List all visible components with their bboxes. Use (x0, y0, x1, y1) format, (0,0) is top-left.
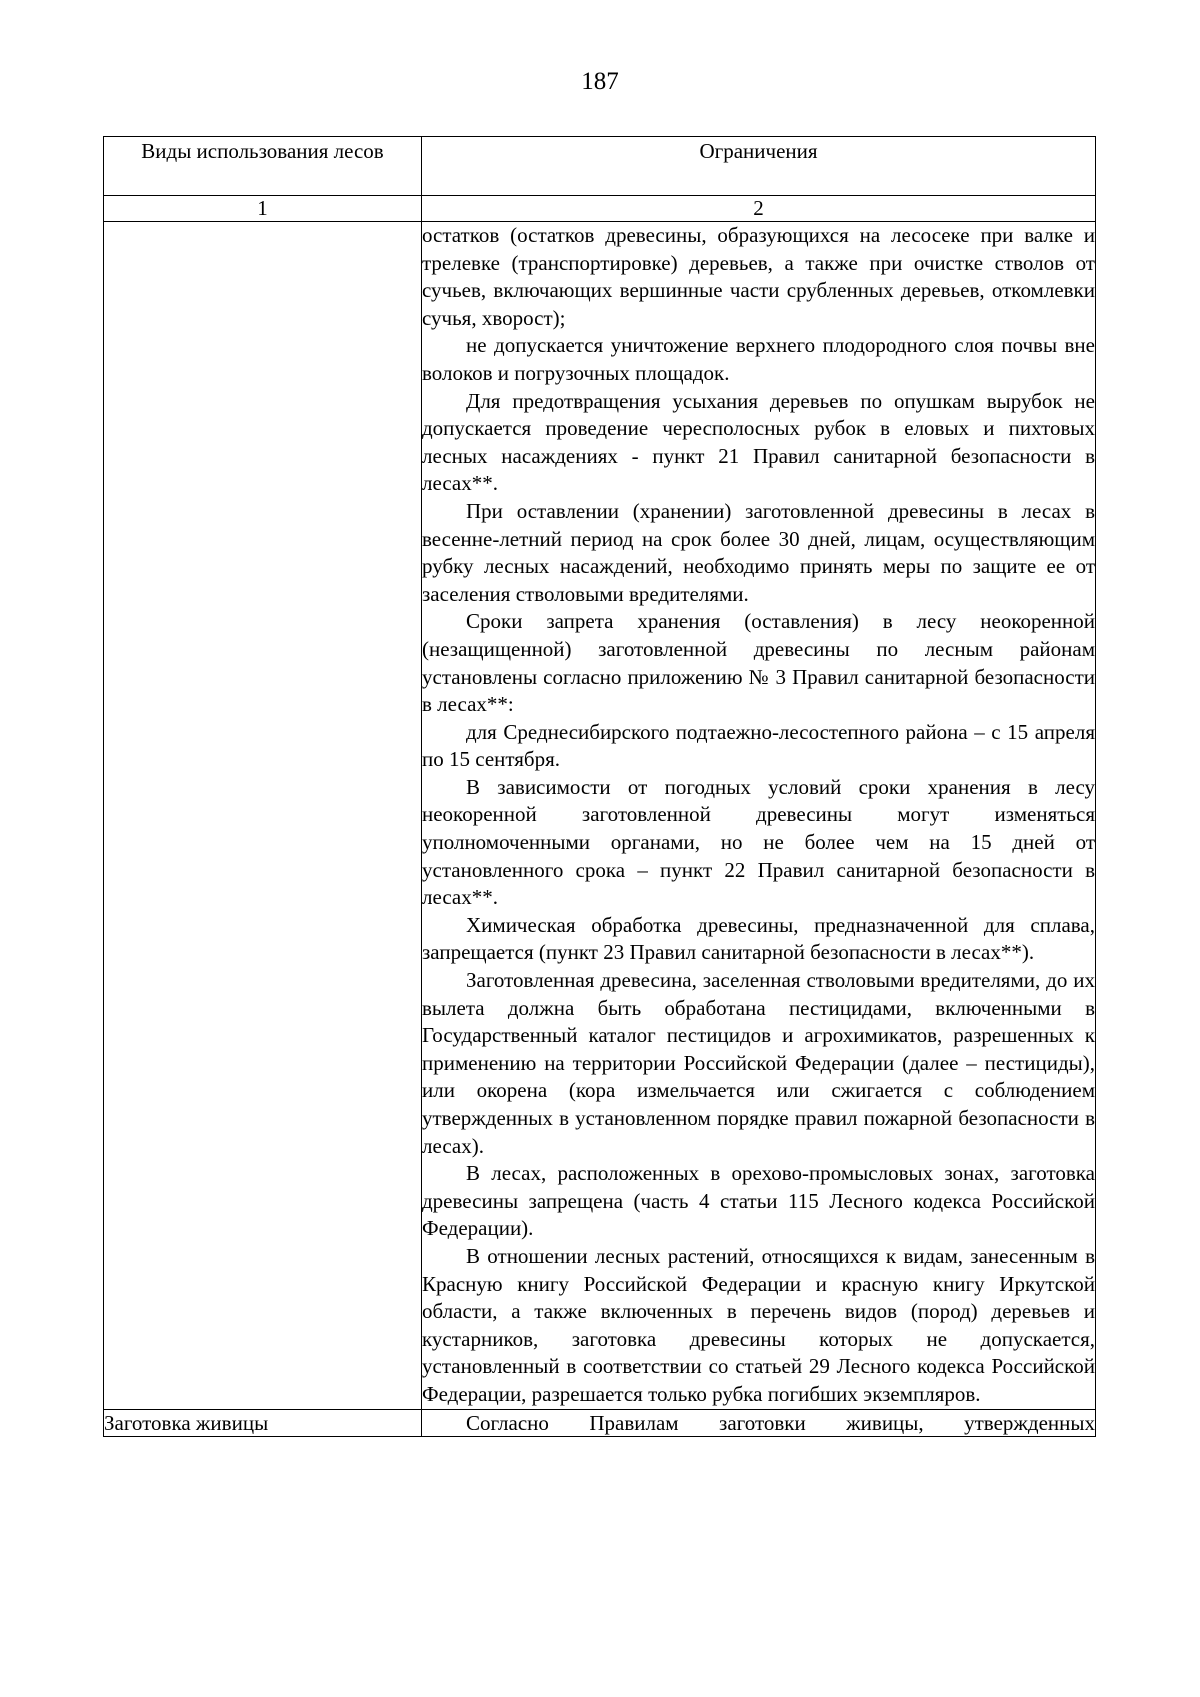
paragraph: Сроки запрета хранения (оставления) в лесу неокоренной (незащищенной) заготовленной древесины по лесным районам установлены согласно приложению № 3 Правил санитарной безопасности в лесах**: (422, 609, 1095, 717)
row-usage-type-empty (104, 222, 422, 1410)
restrictions-cell (422, 222, 1096, 1410)
table-row (104, 222, 1096, 1410)
row-resin-restrictions: Согласно Правилам заготовки живицы, утвержденных (422, 1409, 1096, 1436)
paragraph: не допускается уничтожение верхнего плодородного слоя почвы вне волоков и погрузочных площадок. (422, 333, 1095, 385)
column-number-1: 1 (104, 196, 422, 222)
column-number-row (104, 196, 1096, 222)
paragraph: для Среднесибирского подтаежно-лесостепного района – с 15 апреля по 15 сентября. (422, 719, 1095, 772)
paragraph: Химическая обработка древесины, предназначенной для сплава, запрещается (пункт 23 Правил санитарной безопасности в лесах**). (422, 912, 1095, 965)
header-usage-types-label: Виды использования лесов (141, 139, 384, 163)
paragraph: остатков (остатков древесины, образующихся на лесосеке при валке и трелевке (транспортировке) деревьев, а также при очистке стволов от сучьев, включающих вершинные части срубленных деревьев, откомлевки сучья, хворост); (422, 223, 1095, 330)
paragraph: Заготовленная древесина, заселенная стволовыми вредителями, до их вылета должна быть обработана пестицидами, включенными в Государственный каталог пестицидов и агрохимикатов, разрешенных к применению на территории Российской Федерации (далее – пестициды), или окорена (кора измельчается или сжигается с соблюдением утвержденных в установленном порядке правил пожарной безопасности в лесах). (422, 968, 1095, 1158)
paragraph: В зависимости от погодных условий сроки хранения в лесу неокоренной заготовленной древесины могут изменяться уполномоченными органами, но не более чем на 15 дней от установленного срока – пункт 22 Правил санитарной безопасности в лесах**. (422, 774, 1095, 910)
restrictions-table (103, 136, 1096, 1437)
header-restrictions-label: Ограничения (699, 139, 818, 163)
header-restrictions (422, 137, 1096, 196)
row-usage-type-resin: Заготовка живицы (104, 1409, 422, 1436)
paragraph: В лесах, расположенных в орехово-промысловых зонах, заготовка древесины запрещена (часть 4 статьи 115 Лесного кодекса Российской Федерации). (422, 1161, 1095, 1241)
column-number-2: 2 (422, 196, 1096, 222)
header-usage-types (104, 137, 422, 196)
paragraph: В отношении лесных растений, относящихся к видам, занесенным в Красную книгу Российской Федерации и красную книгу Иркутской области, а также включенных в перечень видов (пород) деревьев и кустарников, заготовка древесины которых не допускается, установленный в соответствии со статьей 29 Лесного кодекса Российской Федерации, разрешается только рубка погибших экземпляров. (422, 1243, 1095, 1406)
paragraph: При оставлении (хранении) заготовленной древесины в лесах в весенне-летний период на срок более 30 дней, лицам, осуществляющим рубку лесных насаждений, необходимо принять меры по защите ее от заселения стволовыми вредителями. (422, 498, 1095, 606)
page-number: 187 (581, 68, 619, 95)
table-header-row (104, 137, 1096, 196)
table-row (104, 1409, 1096, 1436)
paragraph: Для предотвращения усыхания деревьев по опушкам вырубок не допускается проведение чересполосных рубок в еловых и пихтовых лесных насаждениях - пункт 21 Правил санитарной безопасности в лесах**. (422, 388, 1095, 496)
